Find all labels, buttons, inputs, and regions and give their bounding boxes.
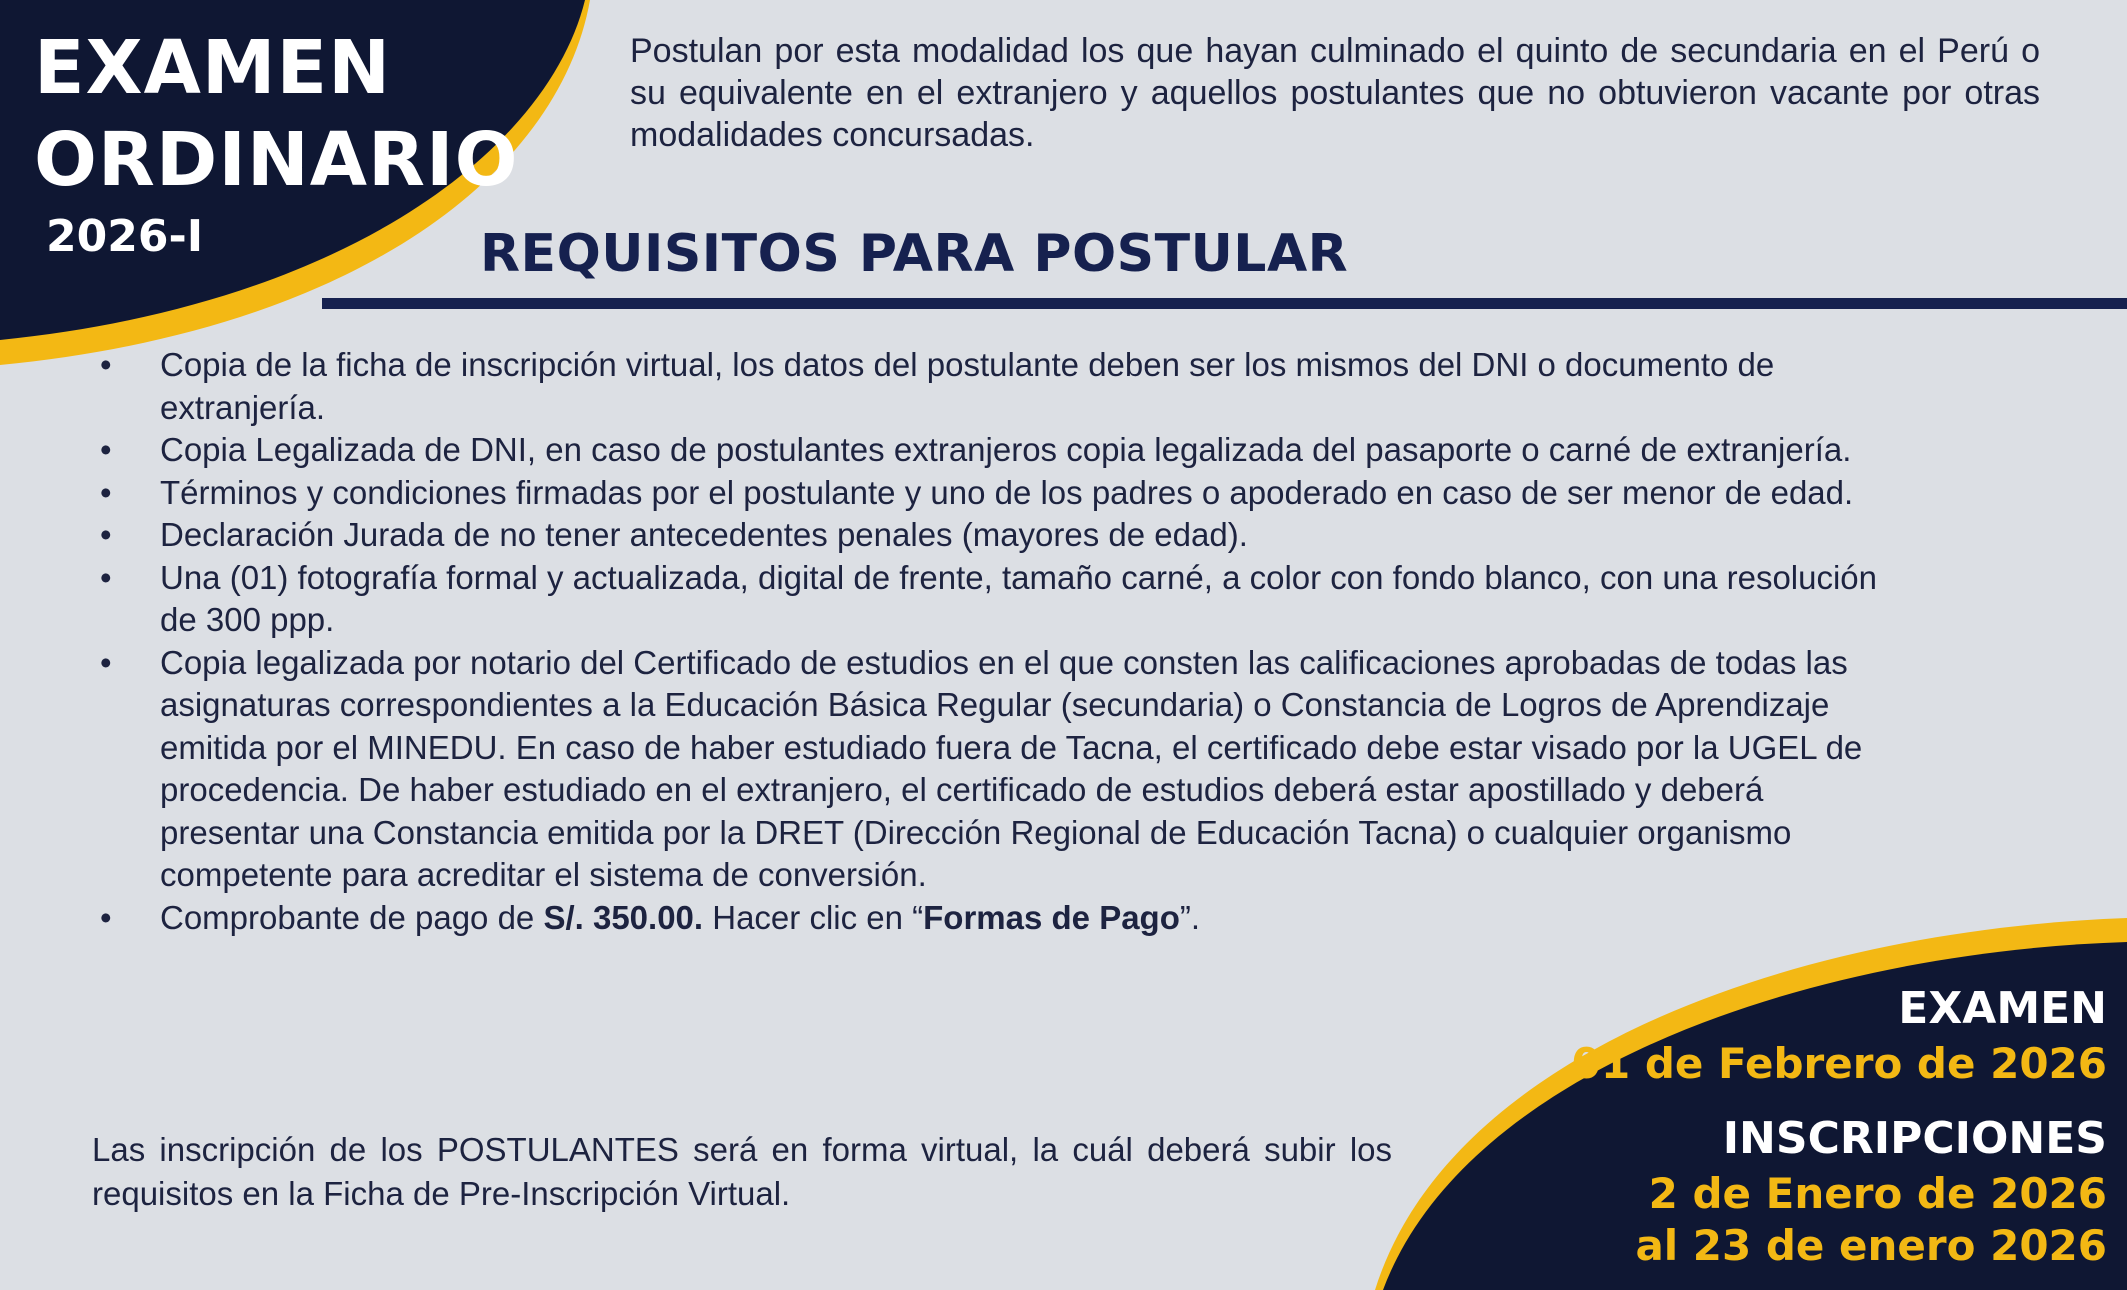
- registration-end-date: al 23 de enero 2026: [1635, 1221, 2107, 1270]
- badge-title-line2: ORDINARIO: [34, 117, 519, 203]
- payment-middle: Hacer clic en “: [703, 898, 924, 936]
- requirement-item: • Declaración Jurada de no tener antecedentes penales (mayores de edad).: [160, 514, 1900, 557]
- requirement-item: • Copia Legalizada de DNI, en caso de postulantes extranjeros copia legalizada del pasaporte o carné de extranjería.: [160, 429, 1900, 472]
- registration-label: INSCRIPCIONES: [1722, 1113, 2107, 1164]
- exam-date: 01 de Febrero de 2026: [1571, 1039, 2107, 1088]
- badge-title-line1: EXAMEN: [34, 25, 391, 111]
- payment-amount: S/. 350.00.: [543, 898, 704, 936]
- payment-requirement-item: [160, 897, 1900, 940]
- dates-box: [1572, 980, 2107, 1272]
- payment-prefix: Comprobante de pago de: [160, 898, 544, 936]
- registration-start-date: 2 de Enero de 2026: [1648, 1169, 2107, 1218]
- payment-suffix: ”.: [1179, 898, 1201, 936]
- requirements-heading: REQUISITOS PARA POSTULAR: [480, 224, 1349, 284]
- heading-rule: [322, 298, 2127, 309]
- badge-year: 2026-I: [46, 211, 204, 262]
- intro-paragraph: Postulan por esta modalidad los que hayan culminado el quinto de secundaria en el Perú o su equivalente en el extranjero y aquellos postulantes que no obtuvieron vacante por otras modalidades concursadas.: [630, 32, 2040, 154]
- payment-methods-link[interactable]: Formas de Pago: [923, 898, 1180, 936]
- registration-note: Las inscripción de los POSTULANTES será en forma virtual, la cuál deberá subir los requisitos en la Ficha de Pre-Inscripción Virtual.: [92, 1131, 1392, 1212]
- requirement-item: • Copia de la ficha de inscripción virtual, los datos del postulante deben ser los mismos del DNI o documento de extranjería.: [160, 344, 1900, 429]
- requirement-item: • Copia legalizada por notario del Certificado de estudios en el que consten las calificaciones aprobadas de todas las asignaturas correspondientes a la Educación Básica Regular (secundaria) o Constancia de Logros de Aprendizaje emitida por el MINEDU. En caso de haber estudiado fuera de Tacna, el certificado debe estar visado por la UGEL de procedencia. De haber estudiado en el extranjero, el certificado de estudios deberá estar apostillado y deberá presentar una Constancia emitida por la DRET (Dirección Regional de Educación Tacna) o cualquier organismo competente para acreditar el sistema de conversión.: [160, 642, 1900, 897]
- requirements-list: [160, 344, 1900, 939]
- requirement-item: • Una (01) fotografía formal y actualizada, digital de frente, tamaño carné, a color con fondo blanco, con una resolución de 300 ppp.: [160, 557, 1900, 642]
- exam-title-badge: [34, 22, 518, 268]
- exam-label: EXAMEN: [1898, 983, 2107, 1034]
- requirement-item: • Términos y condiciones firmadas por el postulante y uno de los padres o apoderado en caso de ser menor de edad.: [160, 472, 1900, 515]
